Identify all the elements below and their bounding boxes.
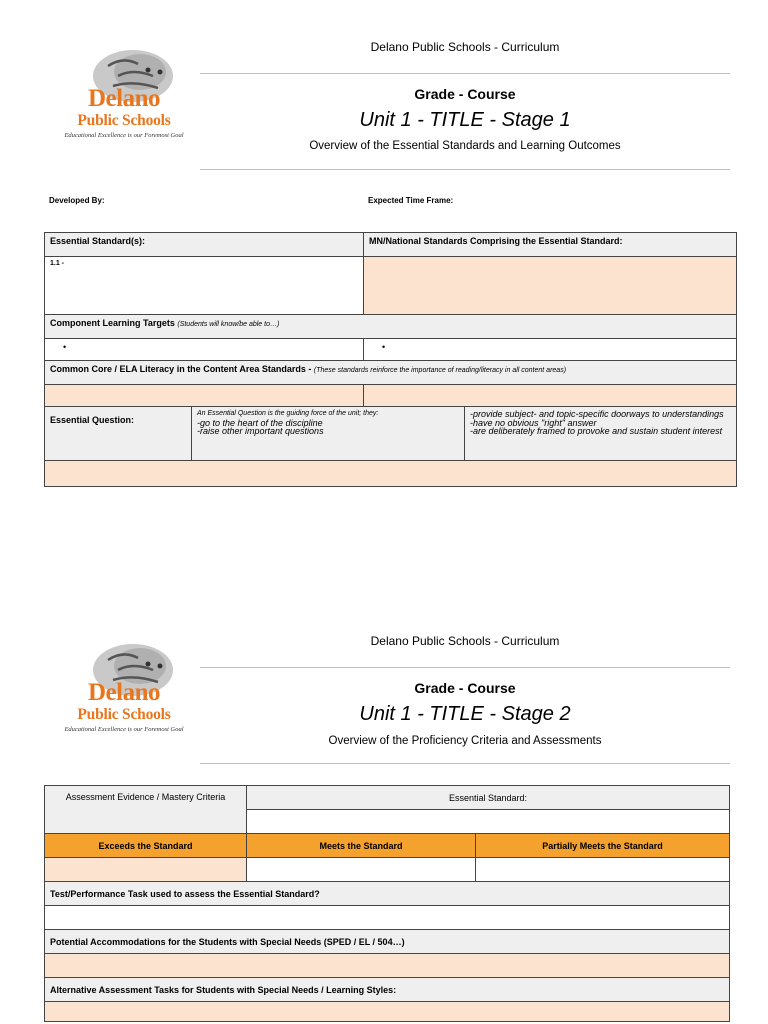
- overview-subtitle: Overview of the Essential Standards and Learning Outcomes: [309, 140, 621, 152]
- exceeds-cell[interactable]: [45, 858, 247, 882]
- partially-cell[interactable]: [476, 858, 730, 882]
- common-core-header: Common Core / ELA Literacy in the Content Area Standards - (These standards reinforce the importance of reading/literacy in all content areas): [45, 361, 737, 385]
- common-core-cell-left[interactable]: [45, 385, 364, 407]
- exceeds-header: Exceeds the Standard: [45, 834, 247, 858]
- district-logo: Delano Public Schools Educational Excellence is our Foremost Goal: [48, 46, 188, 154]
- essential-question-label: Essential Question:: [45, 407, 192, 461]
- essential-standards-header: Essential Standard(s):: [45, 233, 364, 257]
- header-rule: [200, 667, 730, 668]
- standard-number-cell[interactable]: 1.1 -: [45, 257, 364, 315]
- grade-course: Grade - Course: [414, 680, 516, 696]
- unit-title: Unit 1 - TITLE - Stage 2: [359, 703, 571, 725]
- test-task-header: Test/Performance Task used to assess the Essential Standard?: [45, 882, 730, 906]
- component-targets-header: Component Learning Targets (Students will know/be able to…): [45, 315, 737, 339]
- stage1-table: [44, 232, 737, 487]
- alternative-header: Alternative Assessment Tasks for Students with Special Needs / Learning Styles:: [45, 978, 730, 1002]
- stage2-table: [44, 785, 730, 1022]
- accommodations-cell[interactable]: [45, 954, 730, 978]
- essential-question-answer[interactable]: [45, 461, 737, 487]
- developed-by-label: Developed By:: [49, 196, 105, 205]
- partially-header: Partially Meets the Standard: [476, 834, 730, 858]
- essential-question-notes-1: An Essential Question is the guiding force of the unit; they: -go to the heart of the discipline -raise other important questions: [192, 407, 465, 461]
- header-rule: [200, 763, 730, 764]
- unit-title: Unit 1 - TITLE - Stage 1: [359, 109, 571, 131]
- district-title: Delano Public Schools - Curriculum: [370, 40, 560, 54]
- mn-standards-header: MN/National Standards Comprising the Essential Standard:: [364, 233, 737, 257]
- essential-standard-header: Essential Standard:: [247, 786, 730, 810]
- alternative-cell[interactable]: [45, 1002, 730, 1022]
- meets-header: Meets the Standard: [247, 834, 476, 858]
- test-task-cell[interactable]: [45, 906, 730, 930]
- assessment-evidence-label: Assessment Evidence / Mastery Criteria: [45, 786, 247, 834]
- target-bullet-left[interactable]: •: [45, 339, 364, 361]
- mn-standards-cell[interactable]: [364, 257, 737, 315]
- essential-question-notes-2: -provide subject- and topic-specific doorways to understandings -have no obvious "right" answer -are deliberately framed to provoke and sustain student interest: [465, 407, 737, 461]
- district-title: Delano Public Schools - Curriculum: [370, 634, 560, 648]
- header-rule: [200, 73, 730, 74]
- accommodations-header: Potential Accommodations for the Students with Special Needs (SPED / EL / 504…): [45, 930, 730, 954]
- target-bullet-right[interactable]: •: [364, 339, 737, 361]
- overview-subtitle: Overview of the Proficiency Criteria and Assessments: [328, 735, 602, 747]
- district-logo: Delano Public Schools Educational Excellence is our Foremost Goal: [48, 640, 188, 748]
- essential-standard-cell[interactable]: [247, 810, 730, 834]
- common-core-cell-right[interactable]: [364, 385, 737, 407]
- time-frame-label: Expected Time Frame:: [368, 196, 454, 205]
- grade-course: Grade - Course: [414, 86, 516, 102]
- meets-cell[interactable]: [247, 858, 476, 882]
- header-rule: [200, 169, 730, 170]
